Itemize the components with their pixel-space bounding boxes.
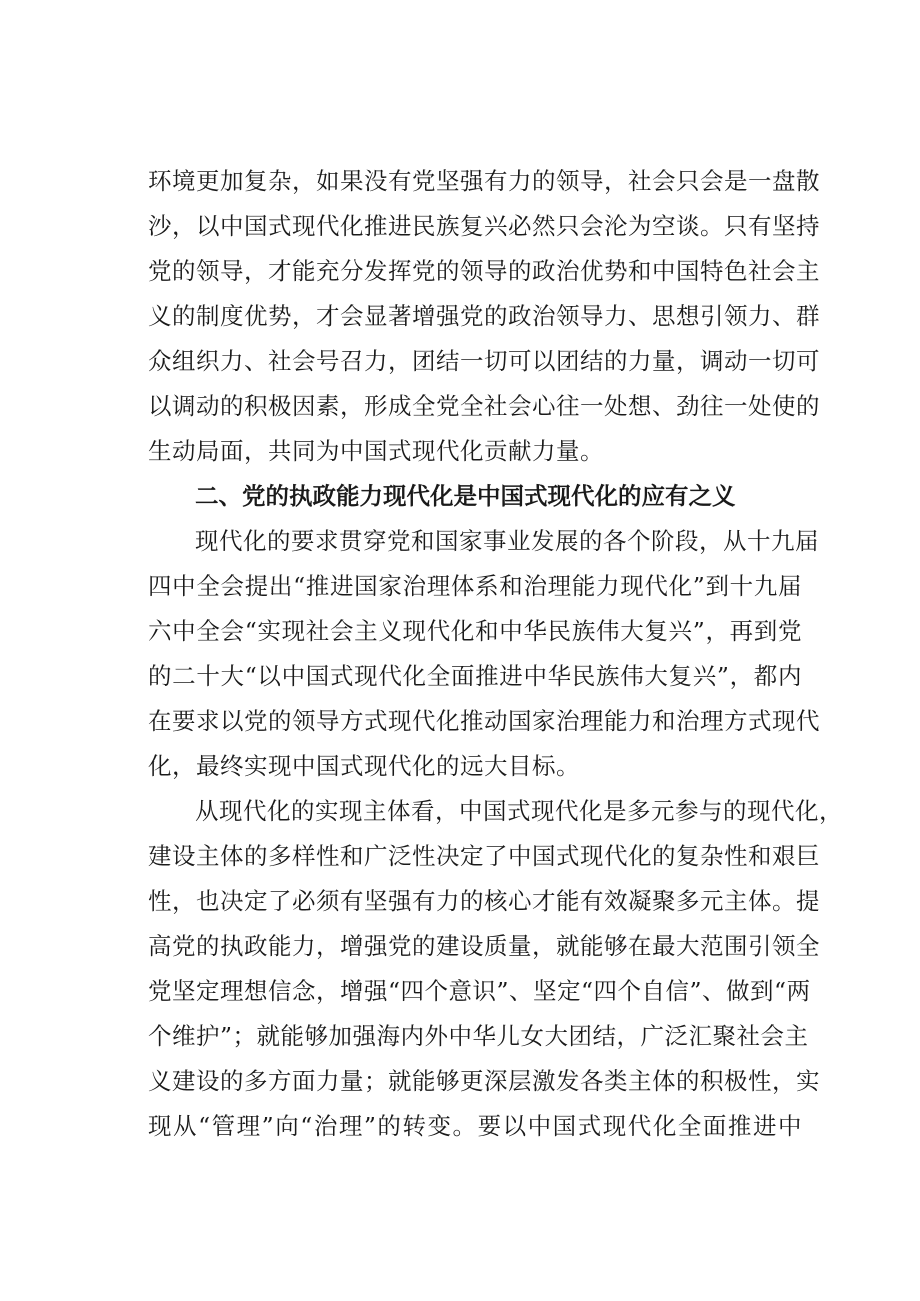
- paragraph-1-line-6: 以调动的积极因素，形成全党全社会心往一处想、劲往一处使的: [148, 392, 820, 420]
- paragraph-2-line-3: 六中全会“实现社会主义现代化和中华民族伟大复兴”，再到党: [148, 617, 802, 645]
- section-heading: 二、党的执政能力现代化是中国式现代化的应有之义: [195, 482, 736, 510]
- paragraph-2-line-5: 在要求以党的领导方式现代化推动国家治理能力和治理方式现代: [148, 707, 820, 735]
- paragraph-1-line-2: 沙，以中国式现代化推进民族复兴必然只会沦为空谈。只有坚持: [148, 212, 820, 240]
- paragraph-3-line-4: 高党的执政能力，增强党的建设质量，就能够在最大范围引领全: [148, 932, 820, 960]
- paragraph-2-line-6: 化，最终实现中国式现代化的远大目标。: [148, 752, 580, 780]
- paragraph-1-line-3: 党的领导，才能充分发挥党的领导的政治优势和中国特色社会主: [148, 257, 820, 285]
- paragraph-3-line-2: 建设主体的多样性和广泛性决定了中国式现代化的复杂性和艰巨: [148, 842, 820, 870]
- paragraph-2-line-1: 现代化的要求贯穿党和国家事业发展的各个阶段，从十九届: [195, 527, 819, 555]
- paragraph-3-line-1: 从现代化的实现主体看，中国式现代化是多元参与的现代化，: [195, 797, 843, 825]
- paragraph-2-line-4: 的二十大“以中国式现代化全面推进中华民族伟大复兴”，都内: [148, 662, 802, 690]
- paragraph-1-line-5: 众组织力、社会号召力，团结一切可以团结的力量，调动一切可: [148, 347, 820, 375]
- paragraph-1-line-7: 生动局面，共同为中国式现代化贡献力量。: [148, 437, 604, 465]
- paragraph-2-line-2: 四中全会提出“推进国家治理体系和治理能力现代化”到十九届: [148, 572, 802, 600]
- paragraph-1-line-1: 环境更加复杂，如果没有党坚强有力的领导，社会只会是一盘散: [148, 167, 820, 195]
- paragraph-1-line-4: 义的制度优势，才会显著增强党的政治领导力、思想引领力、群: [148, 302, 820, 330]
- paragraph-3-line-5: 党坚定理想信念，增强“四个意识”、坚定“四个自信”、做到“两: [148, 977, 811, 1005]
- paragraph-3-line-6: 个维护”；就能够加强海内外中华儿女大团结，广泛汇聚社会主: [148, 1022, 809, 1050]
- paragraph-3-line-8: 现从“管理”向“治理”的转变。要以中国式现代化全面推进中: [148, 1112, 802, 1140]
- paragraph-3-line-7: 义建设的多方面力量；就能够更深层激发各类主体的积极性，实: [148, 1067, 820, 1095]
- paragraph-3-line-3: 性，也决定了必须有坚强有力的核心才能有效凝聚多元主体。提: [148, 887, 820, 915]
